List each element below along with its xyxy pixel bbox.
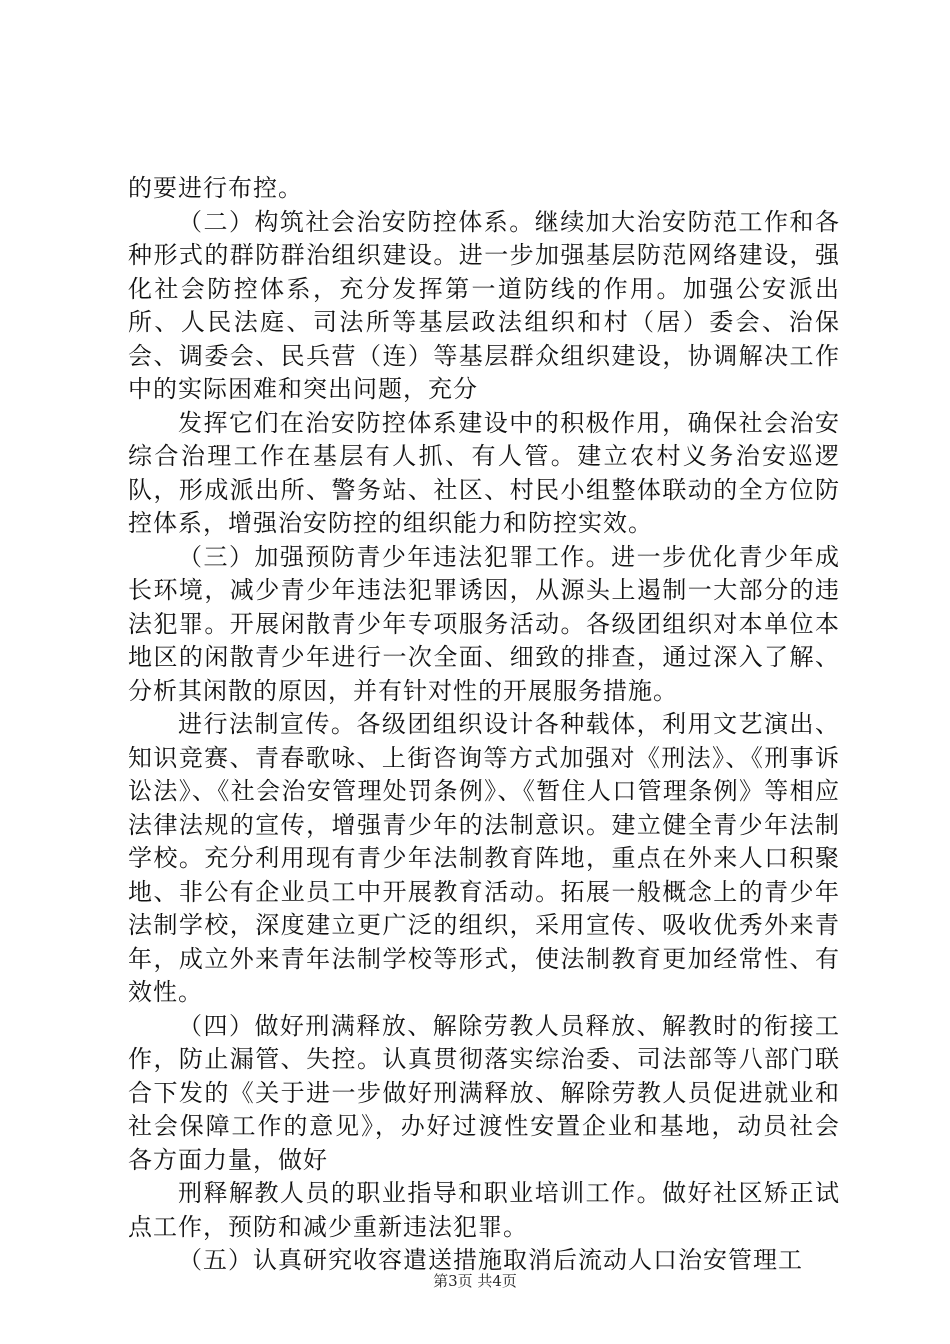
paragraph-section-four: （四）做好刑满释放、解除劳教人员释放、解教时的衔接工作，防止漏管、失控。认真贯彻落实综治委、司法部等八部门联合下发的《关于进一步做好刑满释放、解除劳教人员促进就业和社会保障工作的意见》，办好过渡性安置企业和基地，动员社会各方面力量，做好 — [128, 1011, 840, 1174]
paragraph-section-two-continued: 发挥它们在治安防控体系建设中的积极作用，确保社会治安综合治理工作在基层有人抓、有人管。建立农村义务治安巡逻队，形成派出所、警务站、社区、村民小组整体联动的全方位防控体系，增强治安防控的组织能力和防控实效。 — [128, 408, 840, 537]
page-number-footer: 第3页 共4页 — [433, 1272, 517, 1290]
document-body — [128, 172, 840, 1278]
paragraph-section-three: （三）加强预防青少年违法犯罪工作。进一步优化青少年成长环境，减少青少年违法犯罪诱因，从源头上遏制一大部分的违法犯罪。开展闲散青少年专项服务活动。各级团组织对本单位本地区的闲散青少年进行一次全面、细致的排查，通过深入了解、分析其闲散的原因，并有针对性的开展服务措施。 — [128, 542, 840, 705]
paragraph-section-four-continued: 刑释解教人员的职业指导和职业培训工作。做好社区矫正试点工作，预防和减少重新违法犯罪。 — [128, 1179, 840, 1241]
paragraph-continuation: 的要进行布控。 — [128, 174, 303, 202]
paragraph-section-five: （五）认真研究收容遣送措施取消后流动人口治安管理工 — [178, 1246, 803, 1274]
paragraph-legal-publicity: 进行法制宣传。各级团组织设计各种载体，利用文艺演出、知识竞赛、青春歌咏、上街咨询等方式加强对《刑法》、《刑事诉讼法》、《社会治安管理处罚条例》、《暂住人口管理条例》等相应法律法规的宣传，增强青少年的法制意识。建立健全青少年法制学校。充分利用现有青少年法制教育阵地，重点在外来人口积聚地、非公有企业员工中开展教育活动。拓展一般概念上的青少年法制学校，深度建立更广泛的组织，采用宣传、吸收优秀外来青年，成立外来青年法制学校等形式，使法制教育更加经常性、有效性。 — [128, 710, 840, 1006]
paragraph-section-two: （二）构筑社会治安防控体系。继续加大治安防范工作和各种形式的群防群治组织建设。进一步加强基层防范网络建设，强化社会防控体系，充分发挥第一道防线的作用。加强公安派出所、人民法庭、司法所等基层政法组织和村（居）委会、治保会、调委会、民兵营（连）等基层群众组织建设，协调解决工作中的实际困难和突出问题，充分 — [128, 207, 840, 403]
